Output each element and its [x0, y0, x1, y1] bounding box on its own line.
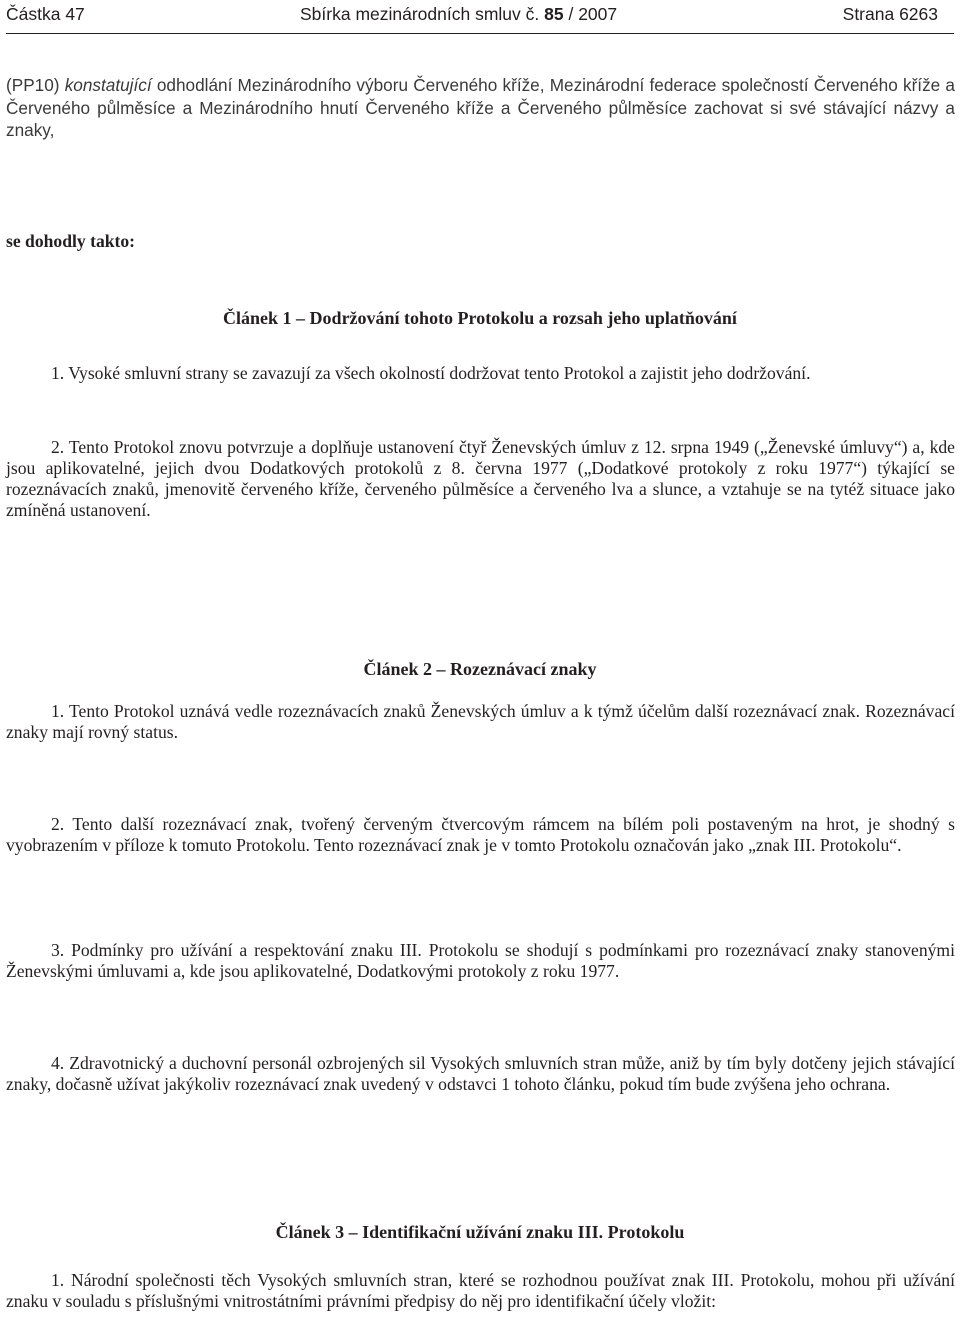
header-part-number: Částka 47 — [6, 4, 85, 24]
preamble-paragraph — [6, 74, 955, 142]
preamble-italic-word: konstatující — [64, 75, 152, 95]
article-1-paragraph-2: 2. Tento Protokol znovu potvrzuje a doplňuje ustanovení čtyř Ženevských úmluv z 12. srpna 1949 („Ženevské úmluvy“) a, kde jsou aplikovatelné, jejich dvou Dodatkových protokolů z 8. června 1977 („Dodatkové protokoly z roku 1977“) týkající se rozeznávacích znaků, jmenovitě červeného kříže, červeného půlměsíce a červeného lva a slunce, a vztahuje se na tytéž situace jako zmíněná ustanovení. — [6, 437, 955, 520]
agreement-line: se dohodly takto: — [6, 231, 136, 251]
header-issue-number: 85 — [544, 4, 564, 24]
page-header — [6, 4, 938, 30]
article-2-paragraph-4: 4. Zdravotnický a duchovní personál ozbrojených sil Vysokých smluvních stran může, aniž by tím byly dotčeny jejich stávající znaky, dočasně užívat jakýkoliv rozeznávací znak uvedený v odstavci 1 tohoto článku, pokud tím bude zvýšena jeho ochrana. — [6, 1053, 955, 1094]
article-2-paragraph-1: 1. Tento Protokol uznává vedle rozeznávacích znaků Ženevských úmluv a k týmž účelům další rozeznávací znak. Rozeznávací znaky mají rovný status. — [6, 701, 955, 742]
article-3-paragraph-1: 1. Národní společnosti těch Vysokých smluvních stran, které se rozhodnou používat znak III. Protokolu, mohou při užívání znaku v souladu s příslušnými vnitrostátními právními předpisy do něj pro identifikační účely vložit: — [6, 1270, 955, 1311]
header-year: / 2007 — [563, 4, 618, 24]
header-collection-title — [300, 4, 617, 25]
article-2-paragraph-3: 3. Podmínky pro užívání a respektování znaku III. Protokolu se shodují s podmínkami pro rozeznávací znaky stanovenými Ženevskými úmluvami a, kde jsou aplikovatelné, Dodatkovými protokoly z roku 1977. — [6, 940, 955, 981]
preamble-prefix: (PP10) — [6, 75, 65, 95]
header-page-number: Strana 6263 — [842, 4, 938, 24]
article-1-heading: Článek 1 – Dodržování tohoto Protokolu a rozsah jeho uplatňování — [223, 308, 737, 328]
article-2-paragraph-2: 2. Tento další rozeznávací znak, tvořený červeným čtvercovým rámcem na bílém poli postaveným na hrot, je shodný s vyobrazením v příloze k tomuto Protokolu. Tento rozeznávací znak je v tomto Protokolu označován jako „znak III. Protokolu“. — [6, 814, 955, 855]
article-1-paragraph-1: 1. Vysoké smluvní strany se zavazují za všech okolností dodržovat tento Protokol a zajistit jeho dodržování. — [51, 363, 811, 383]
article-3-heading: Článek 3 – Identifikační užívání znaku III. Protokolu — [275, 1222, 685, 1242]
header-rule — [6, 33, 954, 34]
article-2-heading: Článek 2 – Rozeznávací znaky — [363, 659, 597, 679]
preamble-text: odhodlání Mezinárodního výboru Červeného kříže, Mezinárodní federace společností Červeného kříže a Červeného půlměsíce a Mezinárodního hnutí Červeného kříže a Červeného půlměsíce zachovat si své stávající názvy a znaky, — [6, 75, 955, 140]
header-collection-prefix: Sbírka mezinárodních smluv č. — [300, 4, 540, 24]
